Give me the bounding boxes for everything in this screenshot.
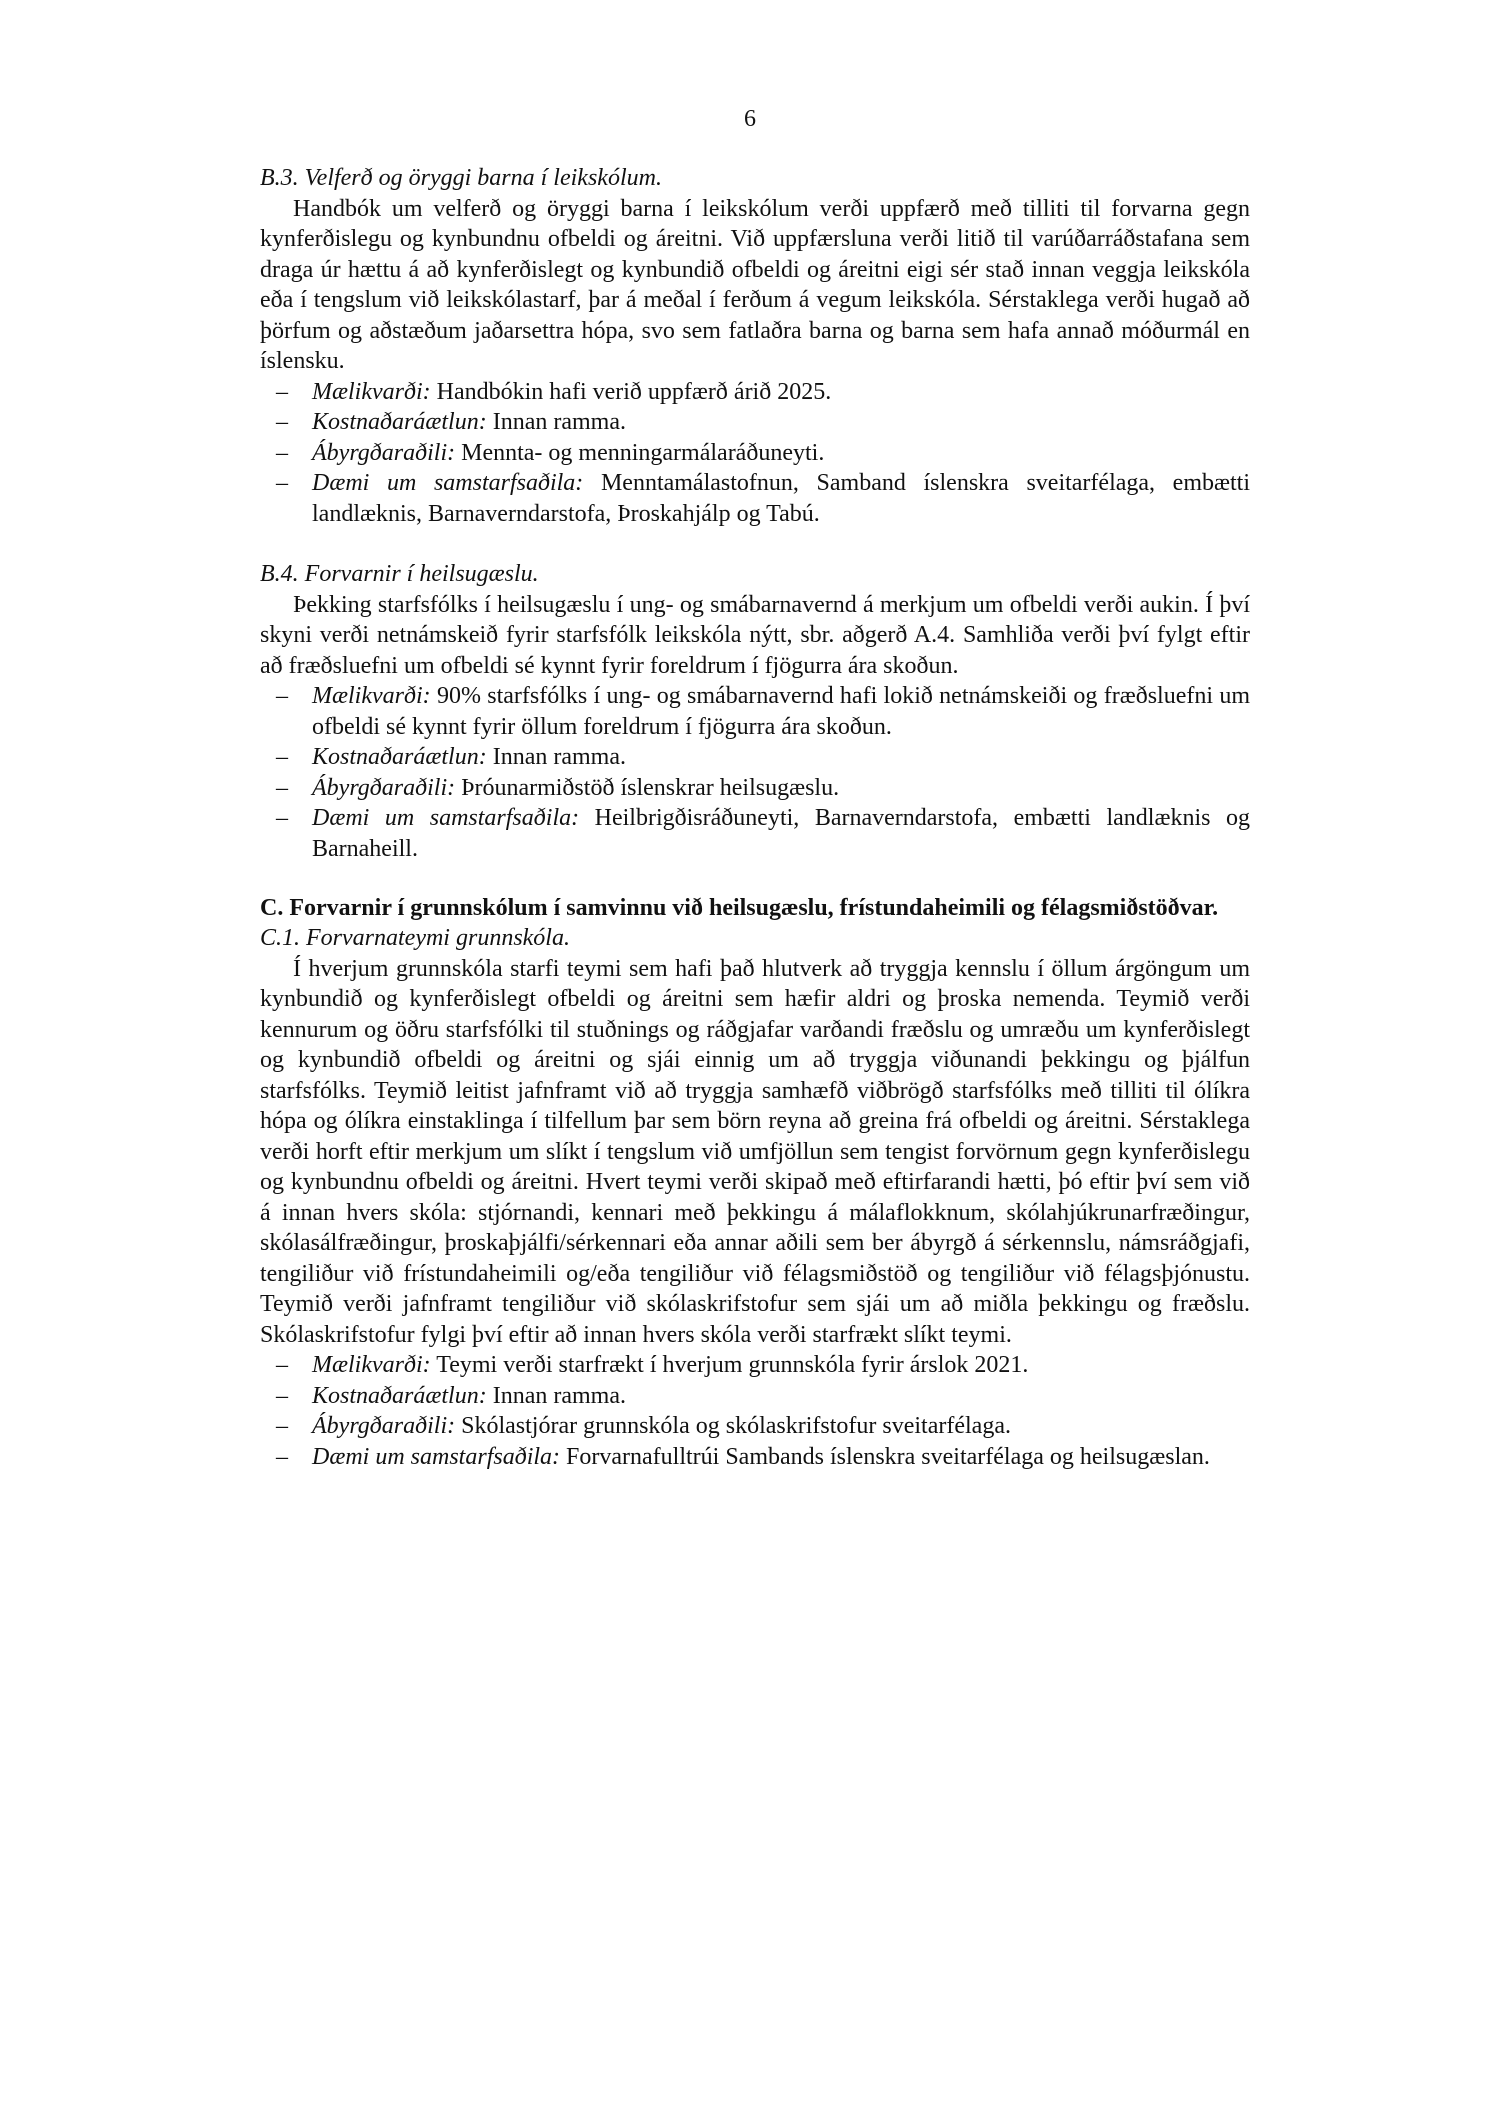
section-b4-list — [260, 681, 1250, 864]
section-b3-title: B.3. Velferð og öryggi barna í leikskólum. — [260, 165, 662, 191]
list-item: – Kostnaðaráætlun: Innan ramma. — [276, 744, 626, 770]
section-c1-title: C.1. Forvarnateymi grunnskóla. — [260, 925, 570, 951]
page-content — [260, 163, 1250, 1472]
list-item: – Dæmi um samstarfsaðila: Heilbrigðisráðuneyti, Barnaverndarstofa, embætti landlæknis og Barnaheill. — [276, 805, 1251, 862]
section-c1-text: Í hverjum grunnskóla starfi teymi sem hafi það hlutverk að tryggja kennslu í öllum árgöngum um kynbundið og kynferðislegt ofbeldi og áreitni sem hæfir aldri og þroska nemenda. Teymið verði kennurum og öðru starfsfólki til stuðnings og ráðgjafar varðandi fræðslu og umræðu um kynferðislegt og kynbundið ofbeldi og áreitni og sjái einnig um að tryggja viðunandi þekkingu og þjálfun starfsfólks. Teymið leitist jafnframt við að tryggja samhæfð viðbrögð starfsfólks með tilliti til ólíkra hópa og ólíkra einstaklinga í tilfellum þar sem börn reyna að greina frá ofbeldi og áreitni. Sérstaklega verði horft eftir merkjum um slíkt í tengslum við umfjöllun sem tengist forvörnum gegn kynferðislegu og kynbundnu ofbeldi og áreitni. Hvert teymi verði skipað með eftirfarandi hætti, þó eftir því sem við á innan hvers skóla: stjórnandi, kennari með þekkingu á málaflokknum, skólahjúkrunarfræðingur, skólasálfræðingur, þroskaþjálfi/sérkennari eða annar aðili sem ber ábyrgð á sérkennslu, námsráðgjafi, tengiliður við frístundaheimili og/eða tengiliður við félagsmiðstöð og tengiliður við félagsþjónustu. Teymið verði jafnframt tengiliður við skólaskrifstofur sem sjái um að miðla þekkingu og fræðslu. Skólaskrifstofur fylgi því eftir að innan hvers skóla verði starfrækt slíkt teymi. — [260, 955, 1250, 1348]
section-c-heading: C. Forvarnir í grunnskólum í samvinnu við heilsugæslu, frístundaheimili og félagsmiðstöðvar. — [260, 895, 1219, 921]
list-item: – Ábyrgðaraðili: Skólastjórar grunnskóla og skólaskrifstofur sveitarfélaga. — [276, 1413, 1011, 1439]
list-item: – Kostnaðaráætlun: Innan ramma. — [276, 409, 626, 435]
list-item: – Dæmi um samstarfsaðila: Forvarnafulltrúi Sambands íslenskra sveitarfélaga og heilsugæslan. — [276, 1443, 1210, 1470]
list-item: – Ábyrgðaraðili: Mennta- og menningarmálaráðuneyti. — [276, 439, 825, 466]
list-item: – Mælikvarði: Handbókin hafi verið uppfærð árið 2025. — [276, 378, 832, 405]
section-b4-title: B.4. Forvarnir í heilsugæslu. — [260, 561, 539, 587]
section-b4-text: Þekking starfsfólks í heilsugæslu í ung- og smábarnavernd á merkjum um ofbeldi verði aukin. Í því skyni verði netnámskeið fyrir starfsfólk leikskóla nýtt, sbr. aðgerð A.4. Samhliða verði því fylgt eftir að fræðsluefni um ofbeldi sé kynnt fyrir foreldrum í fjögurra ára skoðun. — [260, 591, 1250, 679]
section-b3-text: Handbók um velferð og öryggi barna í leikskólum verði uppfærð með tilliti til forvarna gegn kynferðislegu og kynbundnu ofbeldi og áreitni. Við uppfærsluna verði litið til varúðarráðstafana sem draga úr hættu á að kynferðislegt og kynbundið ofbeldi og áreitni eigi sér stað innan veggja leikskóla eða í tengslum við leikskólastarf, þar á meðal í ferðum á vegum leikskóla. Sérstaklega verði hugað að þörfum og aðstæðum jaðarsettra hópa, svo sem fatlaðra barna og barna sem hafa annað móðurmál en íslensku. — [260, 195, 1250, 374]
list-item: – Mælikvarði: 90% starfsfólks í ung- og smábarnavernd hafi lokið netnámskeiði og fræðsluefni um ofbeldi sé kynnt fyrir öllum foreldrum í fjögurra ára skoðun. — [276, 683, 1250, 740]
page-number: 6 — [744, 106, 756, 132]
section-c1-list — [260, 1350, 1250, 1472]
list-item: – Kostnaðaráætlun: Innan ramma. — [276, 1382, 626, 1409]
section-b3-list — [260, 377, 1250, 530]
list-item: – Ábyrgðaraðili: Þróunarmiðstöð íslenskrar heilsugæslu. — [276, 774, 840, 801]
list-item: – Dæmi um samstarfsaðila: Menntamálastofnun, Samband íslenskra sveitarfélaga, embætti landlæknis, Barnaverndarstofa, Þroskahjálp og Tabú. — [276, 470, 1251, 527]
list-item: – Mælikvarði: Teymi verði starfrækt í hverjum grunnskóla fyrir árslok 2021. — [276, 1352, 1029, 1378]
